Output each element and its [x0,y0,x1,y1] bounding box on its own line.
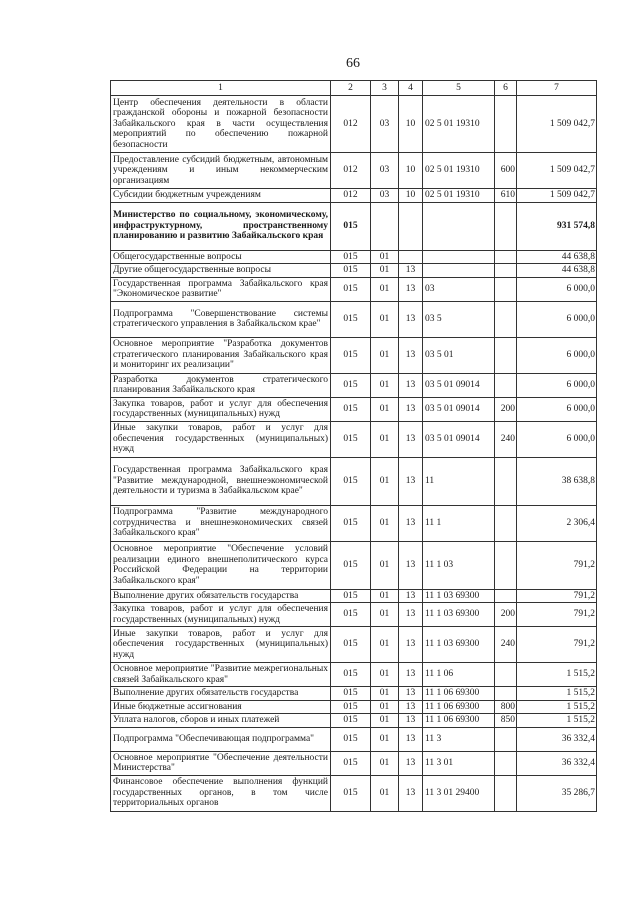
row-amount-cell: 791,2 [517,627,597,663]
row-expense-type-cell [495,589,517,603]
row-target-article-cell: 02 5 01 19310 [423,153,495,189]
row-section-cell: 01 [371,505,399,541]
row-section-cell: 01 [371,775,399,811]
table-row [111,714,597,728]
row-amount-cell: 44 638,8 [517,250,597,264]
row-admin-code-cell: 015 [331,589,371,603]
row-section-cell: 01 [371,663,399,687]
table-row [111,589,597,603]
header-cell: 3 [371,81,399,96]
row-expense-type-cell [495,505,517,541]
row-name-cell: Государственная программа Забайкальского края "Экономическое развитие" [111,277,331,301]
table-row [111,687,597,701]
row-section-cell: 01 [371,277,399,301]
table-row [111,663,597,687]
row-expense-type-cell [495,541,517,589]
row-name-cell: Министерство по социальному, экономическому, инфраструктурному, пространственному планированию и развитию Забайкальского края [111,202,331,250]
row-admin-code-cell: 015 [331,250,371,264]
row-amount-cell: 38 638,8 [517,457,597,505]
row-name-cell: Основное мероприятие "Обеспечение условий реализации единого внешнеполитического курса Российской Федерации на территории Забайкальского края" [111,541,331,589]
row-section-cell: 01 [371,541,399,589]
row-admin-code-cell: 015 [331,301,371,337]
table-row [111,264,597,278]
row-expense-type-cell [495,337,517,373]
row-subsection-cell: 13 [399,301,423,337]
row-amount-cell: 931 574,8 [517,202,597,250]
row-name-cell: Основное мероприятие "Развитие межрегиональных связей Забайкальского края" [111,663,331,687]
row-subsection-cell: 13 [399,603,423,627]
row-section-cell: 01 [371,627,399,663]
row-admin-code-cell: 015 [331,775,371,811]
table-row [111,277,597,301]
row-target-article-cell [423,264,495,278]
row-amount-cell: 6 000,0 [517,301,597,337]
row-target-article-cell: 03 5 01 [423,337,495,373]
row-target-article-cell: 03 5 01 09014 [423,397,495,421]
row-amount-cell: 1 509 042,7 [517,153,597,189]
row-expense-type-cell [495,727,517,751]
row-admin-code-cell: 015 [331,277,371,301]
row-subsection-cell: 13 [399,714,423,728]
row-target-article-cell: 11 1 06 69300 [423,700,495,714]
table-row [111,603,597,627]
row-amount-cell: 6 000,0 [517,373,597,397]
row-admin-code-cell: 015 [331,541,371,589]
row-subsection-cell: 13 [399,457,423,505]
row-amount-cell: 791,2 [517,603,597,627]
row-expense-type-cell: 240 [495,421,517,457]
table-row [111,505,597,541]
row-expense-type-cell: 600 [495,153,517,189]
row-section-cell: 01 [371,337,399,373]
row-admin-code-cell: 015 [331,603,371,627]
row-subsection-cell: 13 [399,727,423,751]
row-amount-cell: 791,2 [517,589,597,603]
row-name-cell: Разработка документов стратегического планирования Забайкальского края [111,373,331,397]
row-amount-cell: 791,2 [517,541,597,589]
row-target-article-cell: 03 [423,277,495,301]
row-expense-type-cell [495,775,517,811]
row-admin-code-cell: 015 [331,397,371,421]
row-expense-type-cell [495,687,517,701]
table-row [111,153,597,189]
row-expense-type-cell [495,202,517,250]
header-cell: 5 [423,81,495,96]
row-admin-code-cell: 015 [331,505,371,541]
row-name-cell: Основное мероприятие "Обеспечение деятельности Министерства" [111,751,331,775]
row-name-cell: Иные закупки товаров, работ и услуг для обеспечения государственных (муниципальных) нужд [111,627,331,663]
row-amount-cell: 6 000,0 [517,277,597,301]
row-amount-cell: 1 515,2 [517,687,597,701]
row-target-article-cell: 11 1 03 69300 [423,603,495,627]
row-admin-code-cell: 015 [331,373,371,397]
row-admin-code-cell: 012 [331,153,371,189]
table-row [111,397,597,421]
row-amount-cell: 1 509 042,7 [517,96,597,153]
row-subsection-cell: 13 [399,541,423,589]
table-row [111,751,597,775]
row-expense-type-cell [495,373,517,397]
row-expense-type-cell: 800 [495,700,517,714]
row-target-article-cell: 11 1 03 69300 [423,627,495,663]
row-admin-code-cell: 015 [331,727,371,751]
table-row [111,775,597,811]
row-name-cell: Подпрограмма "Обеспечивающая подпрограмма" [111,727,331,751]
table-row [111,373,597,397]
row-admin-code-cell: 012 [331,96,371,153]
row-amount-cell: 1 515,2 [517,700,597,714]
row-amount-cell: 1 509 042,7 [517,189,597,203]
row-section-cell: 01 [371,687,399,701]
row-target-article-cell [423,202,495,250]
table-row [111,189,597,203]
row-expense-type-cell: 610 [495,189,517,203]
row-admin-code-cell: 015 [331,421,371,457]
row-target-article-cell [423,250,495,264]
row-admin-code-cell: 015 [331,337,371,373]
table-row [111,337,597,373]
row-target-article-cell: 03 5 01 09014 [423,421,495,457]
row-expense-type-cell [495,751,517,775]
row-target-article-cell: 11 1 06 69300 [423,687,495,701]
row-name-cell: Государственная программа Забайкальского края "Развитие международной, внешнеэкономической деятельности и туризма в Забайкальском крае" [111,457,331,505]
budget-table [110,80,597,812]
row-admin-code-cell: 012 [331,189,371,203]
row-section-cell: 01 [371,397,399,421]
row-amount-cell: 6 000,0 [517,421,597,457]
row-admin-code-cell: 015 [331,714,371,728]
row-expense-type-cell: 850 [495,714,517,728]
row-name-cell: Выполнение других обязательств государства [111,589,331,603]
row-admin-code-cell: 015 [331,687,371,701]
row-target-article-cell: 02 5 01 19310 [423,96,495,153]
header-cell: 6 [495,81,517,96]
row-expense-type-cell: 200 [495,603,517,627]
row-section-cell: 01 [371,457,399,505]
row-admin-code-cell: 015 [331,700,371,714]
row-amount-cell: 1 515,2 [517,663,597,687]
table-row [111,96,597,153]
row-subsection-cell [399,250,423,264]
row-name-cell: Субсидии бюджетным учреждениям [111,189,331,203]
row-subsection-cell: 10 [399,153,423,189]
row-section-cell: 01 [371,250,399,264]
row-target-article-cell: 11 3 01 [423,751,495,775]
table-row [111,727,597,751]
row-subsection-cell: 13 [399,337,423,373]
row-expense-type-cell [495,250,517,264]
row-admin-code-cell: 015 [331,751,371,775]
row-admin-code-cell: 015 [331,457,371,505]
row-expense-type-cell [495,301,517,337]
row-target-article-cell: 11 [423,457,495,505]
row-subsection-cell: 13 [399,627,423,663]
row-name-cell: Общегосударственные вопросы [111,250,331,264]
row-expense-type-cell [495,663,517,687]
row-target-article-cell: 11 1 03 69300 [423,589,495,603]
row-amount-cell: 36 332,4 [517,751,597,775]
row-section-cell: 01 [371,727,399,751]
row-name-cell: Закупка товаров, работ и услуг для обеспечения государственных (муниципальных) нужд [111,397,331,421]
row-target-article-cell: 11 3 01 29400 [423,775,495,811]
row-name-cell: Выполнение других обязательств государства [111,687,331,701]
row-amount-cell: 36 332,4 [517,727,597,751]
row-target-article-cell: 03 5 01 09014 [423,373,495,397]
row-admin-code-cell: 015 [331,202,371,250]
row-name-cell: Финансовое обеспечение выполнения функций государственных органов, в том числе территориальных органов [111,775,331,811]
row-expense-type-cell: 240 [495,627,517,663]
header-cell: 1 [111,81,331,96]
table-row [111,421,597,457]
header-cell: 7 [517,81,597,96]
table-row [111,457,597,505]
table-row [111,627,597,663]
row-admin-code-cell: 015 [331,663,371,687]
row-subsection-cell: 10 [399,96,423,153]
row-target-article-cell: 11 1 03 [423,541,495,589]
row-section-cell: 01 [371,421,399,457]
table-row [111,202,597,250]
row-subsection-cell: 13 [399,700,423,714]
row-section-cell: 01 [371,700,399,714]
row-amount-cell: 6 000,0 [517,397,597,421]
row-section-cell: 01 [371,603,399,627]
row-name-cell: Центр обеспечения деятельности в области гражданской обороны и пожарной безопасности Забайкальского края в части осуществления мероприятий по обеспечению пожарной безопасности [111,96,331,153]
row-section-cell: 01 [371,373,399,397]
row-name-cell: Иные закупки товаров, работ и услуг для обеспечения государственных (муниципальных) нужд [111,421,331,457]
row-section-cell: 01 [371,301,399,337]
page-number: 66 [346,56,360,71]
header-cell: 4 [399,81,423,96]
row-subsection-cell: 13 [399,397,423,421]
row-expense-type-cell [495,96,517,153]
row-section-cell: 03 [371,189,399,203]
row-name-cell: Другие общегосударственные вопросы [111,264,331,278]
row-subsection-cell [399,202,423,250]
table-row [111,541,597,589]
header-cell: 2 [331,81,371,96]
row-amount-cell: 35 286,7 [517,775,597,811]
row-expense-type-cell [495,457,517,505]
row-section-cell: 01 [371,264,399,278]
row-expense-type-cell [495,264,517,278]
row-section-cell: 01 [371,751,399,775]
row-name-cell: Уплата налогов, сборов и иных платежей [111,714,331,728]
row-subsection-cell: 13 [399,505,423,541]
row-section-cell [371,202,399,250]
row-subsection-cell: 13 [399,277,423,301]
row-section-cell: 03 [371,153,399,189]
row-subsection-cell: 13 [399,373,423,397]
table-body [111,96,597,812]
row-subsection-cell: 13 [399,687,423,701]
row-target-article-cell: 02 5 01 19310 [423,189,495,203]
row-target-article-cell: 11 3 [423,727,495,751]
row-name-cell: Закупка товаров, работ и услуг для обеспечения государственных (муниципальных) нужд [111,603,331,627]
row-name-cell: Подпрограмма "Развитие международного сотрудничества и внешнеэкономических связей Забайкальского края" [111,505,331,541]
row-target-article-cell: 11 1 06 [423,663,495,687]
row-expense-type-cell [495,277,517,301]
table-row [111,250,597,264]
row-subsection-cell: 10 [399,189,423,203]
row-section-cell: 01 [371,589,399,603]
row-target-article-cell: 11 1 06 69300 [423,714,495,728]
row-name-cell: Основное мероприятие "Разработка документов стратегического планирования Забайкальского края и мониторинг их реализации" [111,337,331,373]
table-header-row [111,81,597,96]
row-subsection-cell: 13 [399,751,423,775]
row-target-article-cell: 03 5 [423,301,495,337]
row-amount-cell: 44 638,8 [517,264,597,278]
row-admin-code-cell: 015 [331,264,371,278]
row-target-article-cell: 11 1 [423,505,495,541]
table-row [111,700,597,714]
row-subsection-cell: 13 [399,264,423,278]
row-section-cell: 01 [371,714,399,728]
row-admin-code-cell: 015 [331,627,371,663]
row-name-cell: Предоставление субсидий бюджетным, автономным учреждениям и иным некоммерческим организациям [111,153,331,189]
row-subsection-cell: 13 [399,421,423,457]
row-amount-cell: 6 000,0 [517,337,597,373]
table-row [111,301,597,337]
row-section-cell: 03 [371,96,399,153]
row-expense-type-cell: 200 [495,397,517,421]
row-amount-cell: 1 515,2 [517,714,597,728]
row-name-cell: Подпрограмма "Совершенствование системы стратегического управления в Забайкальском крае" [111,301,331,337]
row-subsection-cell: 13 [399,663,423,687]
row-name-cell: Иные бюджетные ассигнования [111,700,331,714]
row-subsection-cell: 13 [399,589,423,603]
row-amount-cell: 2 306,4 [517,505,597,541]
row-subsection-cell: 13 [399,775,423,811]
